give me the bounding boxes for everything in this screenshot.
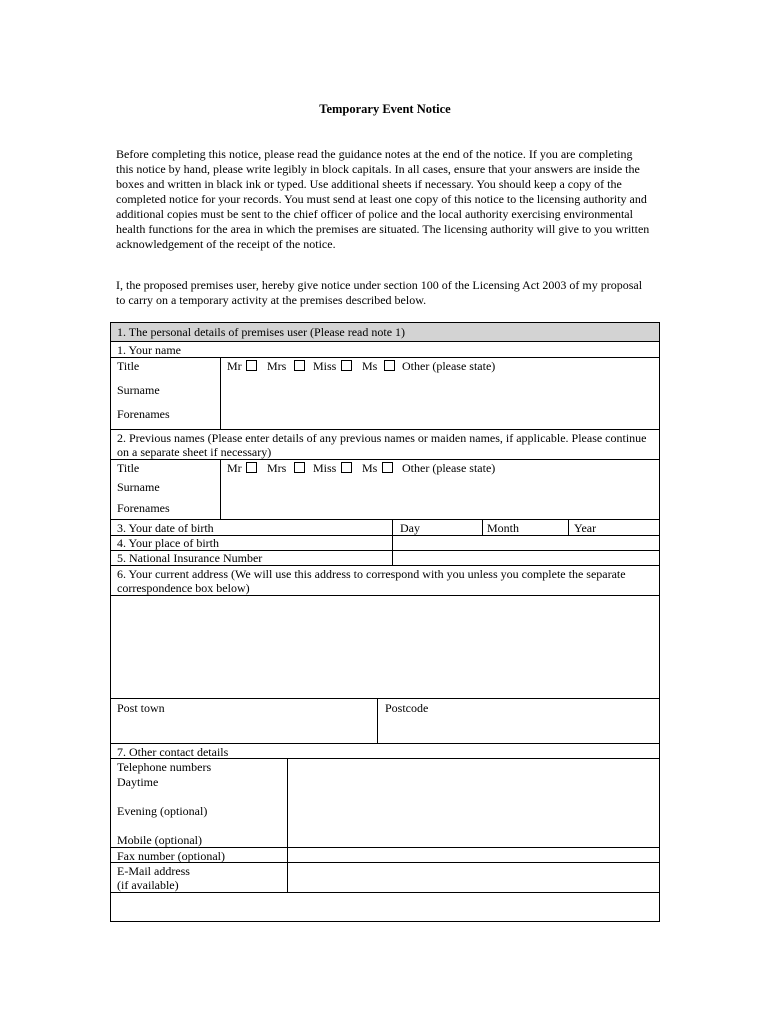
fax-label: Fax number (optional) [117, 849, 225, 863]
dob-day-label: Day [400, 521, 420, 535]
title-miss-checkbox[interactable] [341, 360, 352, 371]
dob-month-label: Month [487, 521, 520, 535]
divider [377, 698, 378, 743]
telephone-numbers-label: Telephone numbers [117, 760, 212, 774]
title-option-miss-label: Miss [313, 359, 337, 373]
previous-title-option-miss-label: Miss [313, 461, 337, 475]
previous-title-option-mrs-label: Mrs [267, 461, 287, 475]
intro-paragraph: Before completing this notice, please read the guidance notes at the end of the notice. If you are completing this notice by hand, please write legibly in block capitals. In all cases, ensure that your answers are inside the boxes and written in black ink or typed. Use additional sheets if necessary. You should keep a copy of the completed notice for your records. You must send at least one copy of this notice to the licensing authority and additional copies must be sent to the chief officer of police and the local authority exercising environmental health functions for the area in which the premises are situated. The licensing authority will give to you written acknowledgement of the receipt of the notice. [116, 147, 650, 251]
divider [111, 429, 659, 430]
previous-title-mr-checkbox[interactable] [246, 462, 257, 473]
surname-label: Surname [117, 383, 160, 397]
divider [220, 357, 221, 429]
divider [220, 459, 221, 519]
divider [111, 847, 659, 848]
forenames-label: Forenames [117, 407, 170, 421]
previous-title-option-mr-label: Mr [227, 461, 242, 475]
previous-title-option-other-label: Other (please state) [402, 461, 496, 475]
national-insurance-label: 5. National Insurance Number [117, 551, 263, 565]
previous-names-label: 2. Previous names (Please enter details of any previous names or maiden names, if applicable. Please continue on a separate sheet if necessary) [117, 431, 647, 459]
page-title: Temporary Event Notice [319, 102, 451, 116]
title-mr-checkbox[interactable] [246, 360, 257, 371]
mobile-label: Mobile (optional) [117, 833, 202, 847]
divider [482, 519, 483, 535]
your-name-label: 1. Your name [117, 343, 182, 357]
divider [111, 357, 659, 358]
date-of-birth-label: 3. Your date of birth [117, 521, 214, 535]
post-town-label: Post town [117, 701, 165, 715]
previous-surname-label: Surname [117, 480, 160, 494]
title-option-ms-label: Ms [362, 359, 378, 373]
daytime-label: Daytime [117, 775, 159, 789]
previous-title-ms-checkbox[interactable] [382, 462, 393, 473]
divider [568, 519, 569, 535]
previous-title-miss-checkbox[interactable] [341, 462, 352, 473]
divider [111, 698, 659, 699]
declaration-paragraph: I, the proposed premises user, hereby give notice under section 100 of the Licensing Act 2003 of my proposal to carry on a temporary activity at the premises described below. [116, 278, 643, 307]
current-address-label: 6. Your current address (We will use this address to correspond with you unless you complete the separate correspondence box below) [117, 567, 626, 595]
divider [111, 459, 659, 460]
title-mrs-checkbox[interactable] [294, 360, 305, 371]
previous-title-mrs-checkbox[interactable] [294, 462, 305, 473]
title-label: Title [117, 359, 140, 373]
place-of-birth-label: 4. Your place of birth [117, 536, 219, 550]
previous-title-label: Title [117, 461, 140, 475]
divider [392, 519, 393, 565]
email-sub-label: (if available) [117, 878, 179, 892]
postcode-label: Postcode [385, 701, 429, 715]
other-contact-label: 7. Other contact details [117, 745, 229, 759]
divider [111, 595, 659, 596]
title-option-mrs-label: Mrs [267, 359, 287, 373]
divider [111, 565, 659, 566]
section-1-title: 1. The personal details of premises user (Please read note 1) [117, 325, 406, 339]
divider [111, 519, 659, 520]
divider [111, 892, 659, 893]
previous-forenames-label: Forenames [117, 501, 170, 515]
divider [111, 341, 659, 342]
title-option-other-label: Other (please state) [402, 359, 496, 373]
title-ms-checkbox[interactable] [384, 360, 395, 371]
premises-user-form [110, 322, 660, 922]
dob-year-label: Year [574, 521, 597, 535]
divider [111, 743, 659, 744]
divider [287, 758, 288, 892]
title-option-mr-label: Mr [227, 359, 242, 373]
email-label: E-Mail address [117, 864, 190, 878]
evening-label: Evening (optional) [117, 804, 208, 818]
previous-title-option-ms-label: Ms [362, 461, 378, 475]
